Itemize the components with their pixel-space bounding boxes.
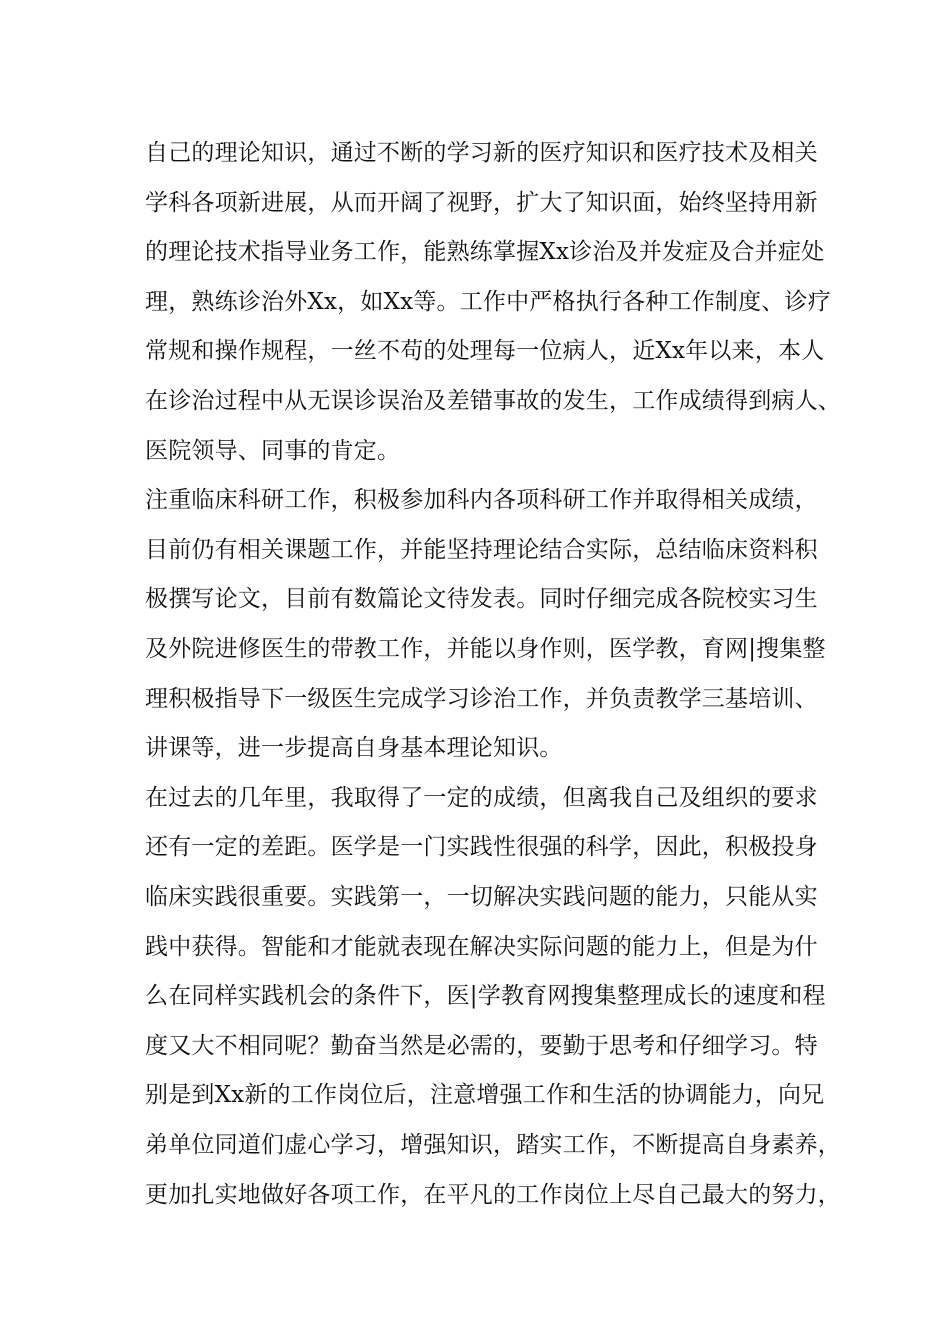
text-line: 讲课等，进一步提高自身基本理论知识。 xyxy=(145,735,563,761)
text-line: 学科各项新进展，从而开阔了视野，扩大了知识面，始终坚持用新 xyxy=(145,190,818,216)
text-line: 践中获得。智能和才能就表现在解决实际问题的能力上，但是为什 xyxy=(145,934,818,960)
text-line: 在过去的几年里，我取得了一定的成绩，但离我自己及组织的要求 xyxy=(145,785,818,811)
text-line: 度又大不相同呢？勤奋当然是必需的，要勤于思考和仔细学习。特 xyxy=(145,1033,818,1059)
text-line: 么在同样实践机会的条件下，医|学教育网搜集整理成长的速度和程 xyxy=(145,983,826,1009)
text-line: 理，熟练诊治外Xx，如Xx等。工作中严格执行各种工作制度、诊疗 xyxy=(145,289,831,315)
text-line: 弟单位同道们虚心学习，增强知识，踏实工作，不断提高自身素养， xyxy=(145,1132,841,1158)
text-line: 还有一定的差距。医学是一门实践性很强的科学，因此，积极投身 xyxy=(145,834,818,860)
text-line: 别是到Xx新的工作岗位后，注意增强工作和生活的协调能力，向兄 xyxy=(145,1082,825,1108)
text-line: 理积极指导下一级医生完成学习诊治工作，并负责教学三基培训、 xyxy=(145,686,818,712)
text-line: 目前仍有相关课题工作，并能坚持理论结合实际，总结临床资料积 xyxy=(145,537,818,563)
text-line: 临床实践很重要。实践第一，一切解决实践问题的能力，只能从实 xyxy=(145,884,818,910)
text-line: 自己的理论知识，通过不断的学习新的医疗知识和医疗技术及相关 xyxy=(145,140,818,166)
text-line: 常规和操作规程，一丝不苟的处理每一位病人，近Xx年以来，本人 xyxy=(145,338,825,364)
text-line: 注重临床科研工作，积极参加科内各项科研工作并取得相关成绩， xyxy=(145,487,818,513)
text-line: 的理论技术指导业务工作，能熟练掌握Xx诊治及并发症及合并症处 xyxy=(145,239,825,265)
text-line: 更加扎实地做好各项工作，在平凡的工作岗位上尽自己最大的努力， xyxy=(145,1182,841,1208)
text-line: 在诊治过程中从无误诊误治及差错事故的发生，工作成绩得到病人、 xyxy=(145,388,841,414)
text-line: 极撰写论文，目前有数篇论文待发表。同时仔细完成各院校实习生 xyxy=(145,586,818,612)
text-line: 医院领导、同事的肯定。 xyxy=(145,438,401,464)
text-line: 及外院进修医生的带教工作，并能以身作则，医学教，育网|搜集整 xyxy=(145,636,826,662)
